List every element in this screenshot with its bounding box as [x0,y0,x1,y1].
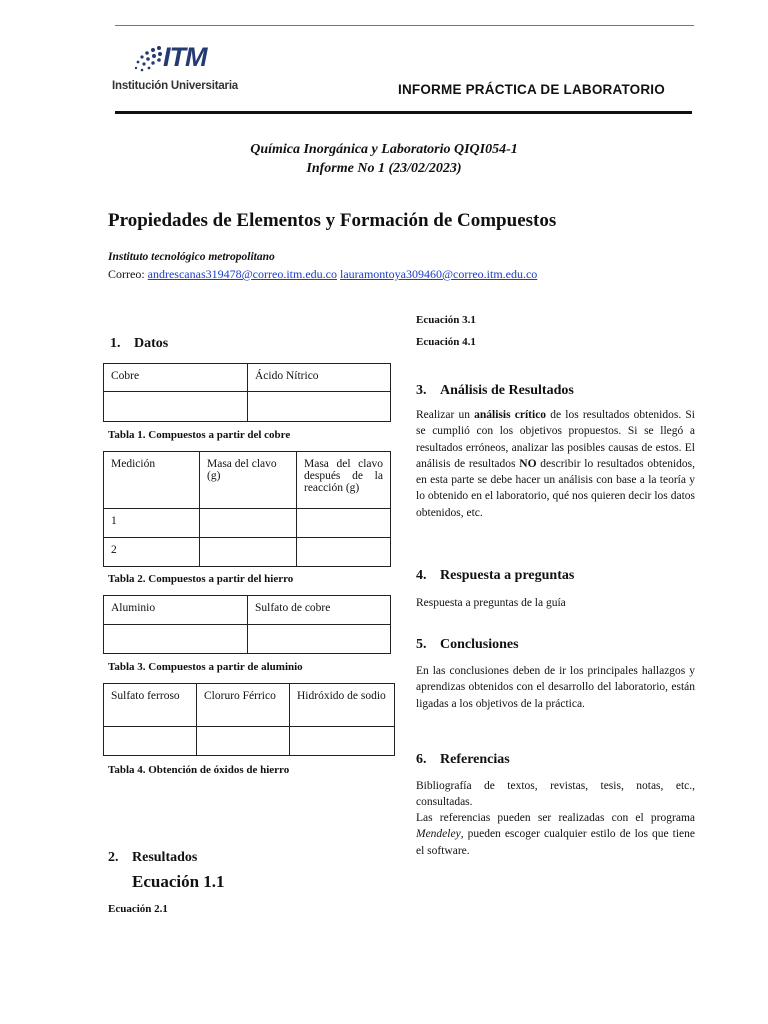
table-oxidos [103,683,395,756]
table-hierro [103,451,391,567]
referencias-paragraph-1: Bibliografía de textos, revistas, tesis, notas, etc., consultadas. [416,780,695,809]
preguntas-paragraph: Respuesta a preguntas de la guía [416,597,566,609]
logo-dots-icon [133,44,165,74]
report-header-title: INFORME PRÁCTICA DE LABORATORIO [398,82,665,97]
table-cell [297,509,391,538]
equation-3-1: Ecuación 3.1 [416,314,476,326]
table-header-cell: Medición [104,452,200,509]
logo-wordmark: ITM [163,42,207,72]
table-cell [200,509,297,538]
section-referencias-heading: 6. Referencias [416,752,510,767]
table-caption-3: Tabla 3. Compuestos a partir de aluminio [108,661,303,673]
section-preguntas-heading: 4. Respuesta a preguntas [416,568,575,583]
table-caption-4: Tabla 4. Obtención de óxidos de hierro [108,764,290,776]
section-conclusiones-heading: 5. Conclusiones [416,637,519,652]
table-header-cell: Masa del clavo (g) [200,452,297,509]
table-cell [290,727,395,756]
conclusiones-paragraph: En las conclusiones deben de ir los principales hallazgos y aprendizas obtenidos con el desarrollo del laboratorio, están ligadas a los objetivos de la práctica. [416,665,695,710]
table-cell [104,392,248,422]
table-cell [104,625,248,654]
table-cell [104,727,197,756]
table-cell [297,538,391,567]
table-header-cell: Sulfato ferroso [104,684,197,727]
table-cell [248,625,391,654]
table-cell [197,727,290,756]
referencias-paragraph-2: Las referencias pueden ser realizadas con el programa Mendeley, pueden escoger cualquier estilo de los que tiene el software. [416,812,695,857]
table-header-cell: Aluminio [104,596,248,625]
email-link-1[interactable]: andrescanas319478@correo.itm.edu.co [147,267,337,281]
document-title: Propiedades de Elementos y Formación de Compuestos [108,210,557,231]
itm-logo [112,42,243,98]
table-header-cell: Hidróxido de sodio [290,684,395,727]
section-analisis-heading: 3. Análisis de Resultados [416,383,574,398]
table-header-cell: Masa del clavo después de la reacción (g) [297,452,391,509]
contact-line [108,267,537,282]
table-aluminio [103,595,391,654]
email-label: Correo: [108,267,145,281]
table-cell [200,538,297,567]
table-header-cell: Cobre [104,364,248,392]
table-cell: 2 [104,538,200,567]
table-cobre [103,363,391,422]
equation-2-1: Ecuación 2.1 [108,903,168,915]
equation-4-1: Ecuación 4.1 [416,336,476,348]
table-caption-2: Tabla 2. Compuestos a partir del hierro [108,573,294,585]
header-bottom-rule [115,111,692,114]
section-resultados-heading: 2. Resultados [108,850,198,865]
table-header-cell: Cloruro Férrico [197,684,290,727]
section-datos-heading: 1. Datos [110,336,169,351]
course-name: Química Inorgánica y Laboratorio QIQI054-1 [250,142,518,157]
email-link-2[interactable]: lauramontoya309460@correo.itm.edu.co [339,267,538,281]
logo-subtitle: Institución Universitaria [112,80,239,92]
institute-name: Instituto tecnológico metropolitano [108,251,275,263]
equation-1-1: Ecuación 1.1 [132,872,225,891]
report-number: Informe No 1 (23/02/2023) [306,161,462,176]
header-top-rule [115,25,694,26]
table-caption-1: Tabla 1. Compuestos a partir del cobre [108,429,291,441]
table-cell [248,392,391,422]
analisis-paragraph: Realizar un análisis crítico de los resultados obtenidos. Si se cumplió con los objetivos propuestos. Si se llegó a resultados erróneos, analizar las posibles causas de estos. El análisis de resultados NO describir lo resultados obtenidos, en esta parte se debe hacer un análisis con base a la teoría y lo obtenido en el laboratorio, qué nos quieren decir los datos obtenidos, etc. [416,409,695,519]
table-cell: 1 [104,509,200,538]
course-info [0,140,768,178]
table-header-cell: Sulfato de cobre [248,596,391,625]
table-header-cell: Ácido Nítrico [248,364,391,392]
